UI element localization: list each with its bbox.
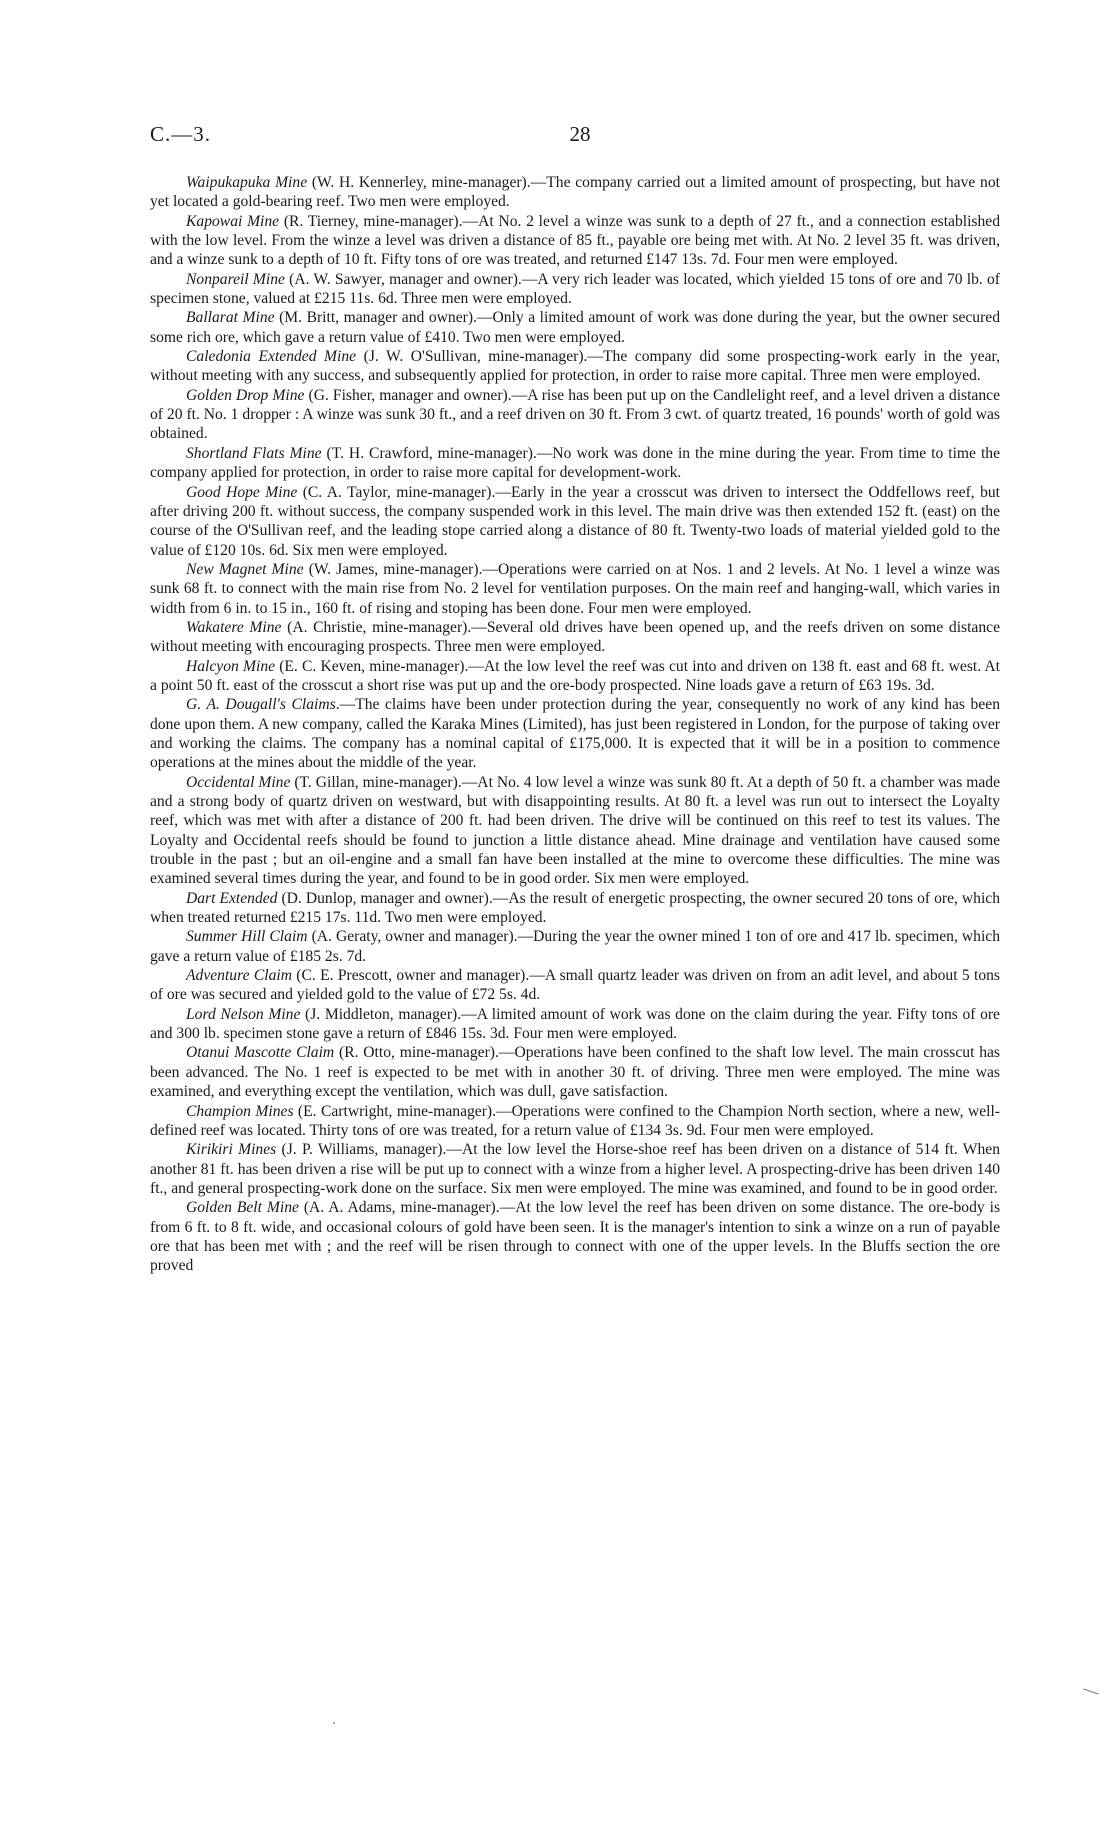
mine-name: Otanui Mascotte Claim <box>186 1044 335 1062</box>
page-number: 28 <box>569 122 591 146</box>
mine-paragraph <box>150 444 1000 483</box>
mine-name: Champion Mines <box>186 1102 294 1120</box>
mine-name: Caledonia Extended Mine <box>186 348 357 366</box>
mine-name: New Magnet Mine <box>186 560 304 578</box>
mine-paragraph <box>150 618 1000 657</box>
mine-report-text: (J. P. Williams, manager).—At the low level the Horse-shoe reef has been driven on a distance of 514 ft. When another 81 ft. has been driven a rise will be put up to connect with a winze from a higher level. A prospecting-drive has been driven 140 ft., and general prospecting-work done on the surface. Six men were employed. The mine was examined, and found to be in good order. <box>150 1141 1000 1197</box>
mine-name: Occidental Mine <box>186 773 291 791</box>
mine-paragraph <box>150 270 1000 309</box>
mine-paragraph <box>150 657 1000 696</box>
mine-paragraph <box>150 1043 1000 1101</box>
mine-report-text: (R. Otto, mine-manager).—Operations have been confined to the shaft low level. The main crosscut has been advanced. The No. 1 reef is expected to be met with in another 30 ft. of driving. Three men were employed. The mine was examined, and everything except the ventilation, which was dull, gave satisfaction. <box>150 1044 1000 1101</box>
scan-mark <box>1083 1689 1099 1695</box>
mine-report-text: (A. A. Adams, mine-manager).—At the low level the reef has been driven on some distance. The ore-body is from 6 ft. to 8 ft. wide, and occasional colours of gold have been seen. It is the manager's intention to sink a winze on a run of payable ore that has been met with ; and the reef will be risen through to connect with one of the upper levels. In the Bluffs section the ore proved <box>150 1199 1001 1275</box>
mine-report-text: (E. C. Keven, mine-manager).—At the low level the reef was cut into and driven on 138 ft. east and 68 ft. west. At a point 50 ft. east of the crosscut a short rise was put up and the ore-body prospected. Nine loads gave a return of £63 19s. 3d. <box>150 657 1001 694</box>
mine-report-text: (J. Middleton, manager).—A limited amount of work was done on the claim during the year. Fifty tons of ore and 300 lb. specimen stone gave a return of £846 15s. 3d. Four men were employed. <box>150 1005 1000 1043</box>
mine-report-text: (A. Christie, mine-manager).—Several old drives have been opened up, and the reefs driven on some distance without meeting with encouraging prospects. Three men were employed. <box>150 618 1000 656</box>
mine-name: Shortland Flats Mine <box>186 444 322 462</box>
mine-report-text: (C. E. Prescott, owner and manager).—A small quartz leader was driven on from an adit level, and about 5 tons of ore was secured and yielded gold to the value of £72 5s. 4d. <box>150 967 1000 1004</box>
mine-report-text: (D. Dunlop, manager and owner).—As the result of energetic prospecting, the owner secured 20 tons of ore, which when treated returned £215 17s. 11d. Two men were employed. <box>150 889 1000 927</box>
mine-paragraph <box>150 347 1000 386</box>
mine-report-text: (R. Tierney, mine-manager).—At No. 2 level a winze was sunk to a depth of 27 ft., and a connection established with the low level. From the winze a level was driven a distance of 85 ft., payable ore being met with. At No. 2 level 35 ft. was driven, and a winze sunk to a depth of 10 ft. Fifty tons of ore was treated, and returned £147 13s. 7d. Four men were employed. <box>150 212 1000 269</box>
mine-paragraph <box>150 173 1000 212</box>
mine-paragraph <box>150 212 1000 270</box>
mine-paragraph <box>150 1005 1000 1044</box>
mine-paragraph <box>150 773 1000 889</box>
mine-paragraph <box>150 560 1000 618</box>
mine-report-text: (G. Fisher, manager and owner).—A rise has been put up on the Candlelight reef, and a level driven a distance of 20 ft. No. 1 dropper : A winze was sunk 30 ft., and a reef driven on 30 ft. From 3 cwt. of quartz treated, 16 pounds' worth of gold was obtained. <box>150 386 1000 443</box>
mine-paragraph <box>150 927 1000 966</box>
mine-paragraph <box>150 386 1000 444</box>
mine-report-text: (W. H. Kennerley, mine-manager).—The company carried out a limited amount of prospecting, but have not yet located a gold-bearing reef. Two men were employed. <box>150 174 1000 211</box>
mine-name: Ballarat Mine <box>186 309 275 327</box>
mine-paragraph <box>150 308 1000 347</box>
mine-report-text: (A. Geraty, owner and manager).—During the year the owner mined 1 ton of ore and 417 lb. specimen, which gave a return value of £185 2s. 7d. <box>150 928 1000 965</box>
mine-name: Summer Hill Claim <box>186 928 308 946</box>
mine-name: Golden Drop Mine <box>186 386 305 404</box>
report-body <box>150 173 1000 1276</box>
mine-paragraph <box>150 889 1000 928</box>
mine-name: Halcyon Mine <box>186 657 276 675</box>
mine-name: Lord Nelson Mine <box>186 1005 301 1023</box>
mine-paragraph <box>150 695 1000 772</box>
mine-paragraph <box>150 483 1000 560</box>
mine-name: Adventure Claim <box>186 967 292 985</box>
mine-name: Nonpareil Mine <box>186 270 285 288</box>
mine-report-text: (T. Gillan, mine-manager).—At No. 4 low level a winze was sunk 80 ft. At a depth of 50 ft. a chamber was made and a strong body of quartz driven on westward, but with disappointing results. At 80 ft. a level was run out to intersect the Loyalty reef, which was met with after a distance of 200 ft. had been driven. The drive will be continued on this reef to test its values. The Loyalty and Occidental reefs should be found to junction a little distance ahead. Mine drainage and ventilation have caused some trouble in the past ; but an oil-engine and a small fan have been installed at the mine to overcome these difficulties. The mine was examined several times during the year, and found to be in good order. Six men were employed. <box>150 773 1000 888</box>
mine-report-text: (J. W. O'Sullivan, mine-manager).—The company did some prospecting-work early in the year, without meeting with any success, and subsequently applied for protection, in order to raise more capital. Three men were employed. <box>150 348 1000 385</box>
mine-report-text: (M. Britt, manager and owner).—Only a limited amount of work was done during the year, but the owner secured some rich ore, which gave a return value of £410. Two men were employed. <box>150 309 1001 346</box>
mine-paragraph <box>150 1102 1000 1141</box>
scan-dot <box>333 1722 335 1724</box>
mine-name: Dart Extended <box>186 889 278 907</box>
mine-report-text: (C. A. Taylor, mine-manager).—Early in the year a crosscut was driven to intersect the Oddfellows reef, but after driving 200 ft. without success, the company suspended work in this level. The main drive was then extended 152 ft. (east) on the course of the O'Sullivan reef, and the leading stope carried along a distance of 80 ft. Twenty-two loads of material yielded gold to the value of £120 10s. 6d. Six men were employed. <box>150 483 1000 559</box>
mine-report-text: (T. H. Crawford, mine-manager).—No work was done in the mine during the year. From time to time the company applied for protection, in order to raise more capital for development-work. <box>150 444 1000 482</box>
mine-report-text: (A. W. Sawyer, manager and owner).—A very rich leader was located, which yielded 15 tons of ore and 70 lb. of specimen stone, valued at £215 11s. 6d. Three men were employed. <box>150 270 1000 308</box>
page-header <box>150 122 1010 152</box>
mine-name: G. A. Dougall's Claims <box>186 696 336 714</box>
mine-name: Good Hope Mine <box>186 483 298 501</box>
mine-name: Golden Belt Mine <box>186 1199 299 1217</box>
mine-report-text: (W. James, mine-manager).—Operations were carried on at Nos. 1 and 2 levels. At No. 1 level a winze was sunk 68 ft. to connect with the main rise from No. 2 level for ventilation purposes. On the main reef and hanging-wall, which varies in width from 6 in. to 15 in., 160 ft. of rising and stoping has been done. Four men were employed. <box>150 560 1000 617</box>
mine-paragraph <box>150 1198 1000 1275</box>
report-reference: C.—3. <box>150 122 212 146</box>
mine-name: Wakatere Mine <box>186 618 282 636</box>
mine-paragraph <box>150 966 1000 1005</box>
mine-name: Kapowai Mine <box>186 212 280 230</box>
mine-name: Kirikiri Mines <box>186 1141 277 1159</box>
mine-report-text: (E. Cartwright, mine-manager).—Operations were confined to the Champion North section, where a new, well-defined reef was located. Thirty tons of ore was treated, for a return value of £134 3s. 9d. Four men were employed. <box>150 1102 1000 1139</box>
mine-paragraph <box>150 1140 1000 1198</box>
mine-name: Waipukapuka Mine <box>186 174 308 191</box>
mine-report-text: .—The claims have been under protection during the year, consequently no work of any kind has been done upon them. A new company, called the Karaka Mines (Limited), has just been registered in London, for the purpose of taking over and working the claims. The company has a nominal capital of £175,000. It is expected that it will be in a position to commence operations at the mines about the middle of the year. <box>150 696 1000 772</box>
